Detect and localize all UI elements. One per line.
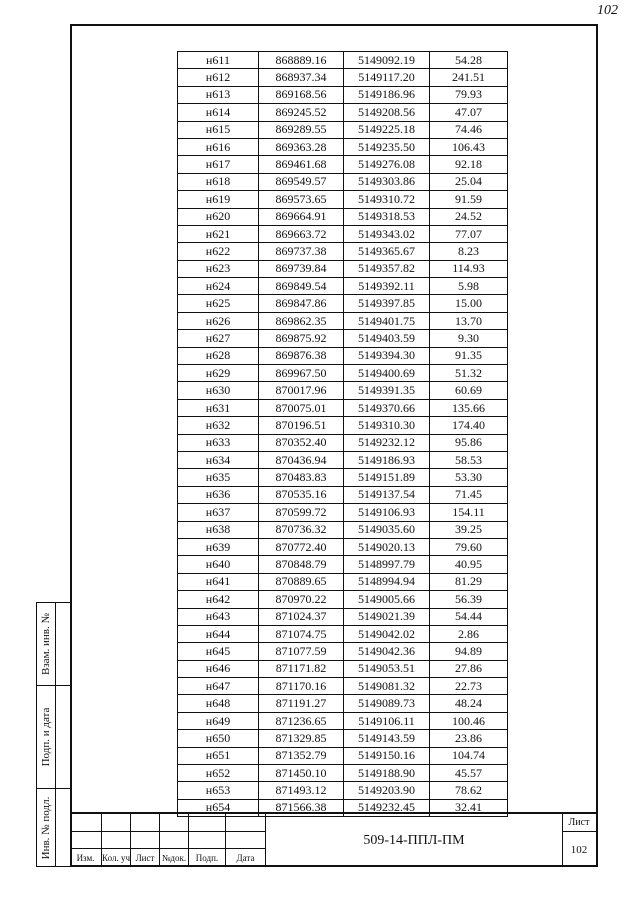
distance-cell: 32.41: [430, 799, 508, 816]
table-row: [178, 625, 508, 642]
header-data: Дата: [226, 849, 266, 867]
vzam-label-cell: [37, 603, 55, 686]
distance-cell: 5.98: [430, 278, 508, 295]
x-coord-cell: 871024.37: [259, 608, 344, 625]
distance-cell: 53.30: [430, 469, 508, 486]
podp-value-cell: [56, 686, 70, 789]
rev-cell: [131, 832, 160, 850]
distance-cell: 15.00: [430, 295, 508, 312]
table-row: [178, 556, 508, 573]
distance-cell: 9.30: [430, 330, 508, 347]
table-row: [178, 156, 508, 173]
table-row: [178, 121, 508, 138]
table-row: [178, 538, 508, 555]
point-id-cell: н626: [178, 312, 259, 329]
y-coord-cell: 5149400.69: [344, 365, 430, 382]
inv-label-cell: [37, 789, 55, 866]
point-id-cell: н623: [178, 260, 259, 277]
x-coord-cell: 869663.72: [259, 225, 344, 242]
table-row: [178, 347, 508, 364]
rev-cell: [102, 814, 131, 832]
x-coord-cell: 870889.65: [259, 573, 344, 590]
x-coord-cell: 869737.38: [259, 243, 344, 260]
table-row: [178, 225, 508, 242]
rev-cell: [226, 814, 266, 832]
distance-cell: 114.93: [430, 260, 508, 277]
y-coord-cell: 5148997.79: [344, 556, 430, 573]
y-coord-cell: 5149392.11: [344, 278, 430, 295]
left-strip-labels: [37, 603, 56, 866]
distance-cell: 92.18: [430, 156, 508, 173]
y-coord-cell: 5149397.85: [344, 295, 430, 312]
distance-cell: 91.35: [430, 347, 508, 364]
point-id-cell: н635: [178, 469, 259, 486]
revision-grid: [70, 814, 266, 867]
y-coord-cell: 5149106.93: [344, 504, 430, 521]
distance-cell: 71.45: [430, 486, 508, 503]
point-id-cell: н636: [178, 486, 259, 503]
point-id-cell: н614: [178, 104, 259, 121]
x-coord-cell: 871566.38: [259, 799, 344, 816]
distance-cell: 60.69: [430, 382, 508, 399]
point-id-cell: н647: [178, 678, 259, 695]
table-row: [178, 399, 508, 416]
x-coord-cell: 870483.83: [259, 469, 344, 486]
distance-cell: 24.52: [430, 208, 508, 225]
y-coord-cell: 5149365.67: [344, 243, 430, 260]
point-id-cell: н616: [178, 138, 259, 155]
rev-cell: [189, 832, 226, 850]
y-coord-cell: 5149310.30: [344, 417, 430, 434]
x-coord-cell: 869739.84: [259, 260, 344, 277]
x-coord-cell: 870352.40: [259, 434, 344, 451]
point-id-cell: н634: [178, 451, 259, 468]
x-coord-cell: 870848.79: [259, 556, 344, 573]
y-coord-cell: 5149225.18: [344, 121, 430, 138]
x-coord-cell: 870736.32: [259, 521, 344, 538]
table-row: [178, 643, 508, 660]
point-id-cell: н654: [178, 799, 259, 816]
x-coord-cell: 869289.55: [259, 121, 344, 138]
x-coord-cell: 870599.72: [259, 504, 344, 521]
y-coord-cell: 5149370.66: [344, 399, 430, 416]
distance-cell: 27.86: [430, 660, 508, 677]
y-coord-cell: 5149053.51: [344, 660, 430, 677]
distance-cell: 95.86: [430, 434, 508, 451]
distance-cell: 241.51: [430, 69, 508, 86]
table-row: [178, 591, 508, 608]
y-coord-cell: 5149106.11: [344, 712, 430, 729]
point-id-cell: н641: [178, 573, 259, 590]
point-id-cell: н631: [178, 399, 259, 416]
title-block: [70, 812, 598, 867]
point-id-cell: н637: [178, 504, 259, 521]
y-coord-cell: 5149357.82: [344, 260, 430, 277]
table-row: [178, 52, 508, 69]
x-coord-cell: 871493.12: [259, 782, 344, 799]
y-coord-cell: 5149343.02: [344, 225, 430, 242]
distance-cell: 154.11: [430, 504, 508, 521]
table-row: [178, 712, 508, 729]
point-id-cell: н652: [178, 765, 259, 782]
point-id-cell: н628: [178, 347, 259, 364]
table-row: [178, 417, 508, 434]
y-coord-cell: 5149092.19: [344, 52, 430, 69]
x-coord-cell: 869664.91: [259, 208, 344, 225]
y-coord-cell: 5149394.30: [344, 347, 430, 364]
y-coord-cell: 5149401.75: [344, 312, 430, 329]
x-coord-cell: 871077.59: [259, 643, 344, 660]
distance-cell: 45.57: [430, 765, 508, 782]
table-row: [178, 678, 508, 695]
rev-cell: [70, 832, 102, 850]
x-coord-cell: 869461.68: [259, 156, 344, 173]
podp-label-cell: [37, 686, 55, 789]
table-row: [178, 365, 508, 382]
distance-cell: 8.23: [430, 243, 508, 260]
distance-cell: 48.24: [430, 695, 508, 712]
y-coord-cell: 5149235.50: [344, 138, 430, 155]
table-row: [178, 330, 508, 347]
point-id-cell: н651: [178, 747, 259, 764]
y-coord-cell: 5148994.94: [344, 573, 430, 590]
distance-cell: 74.46: [430, 121, 508, 138]
table-row: [178, 573, 508, 590]
x-coord-cell: 870970.22: [259, 591, 344, 608]
left-strip-values: [56, 603, 70, 866]
x-coord-cell: 871171.82: [259, 660, 344, 677]
sheet-box: [562, 814, 596, 867]
y-coord-cell: 5149150.16: [344, 747, 430, 764]
point-id-cell: н621: [178, 225, 259, 242]
y-coord-cell: 5149186.96: [344, 86, 430, 103]
x-coord-cell: 870772.40: [259, 538, 344, 555]
distance-cell: 135.66: [430, 399, 508, 416]
point-id-cell: н648: [178, 695, 259, 712]
point-id-cell: н650: [178, 730, 259, 747]
x-coord-cell: 871236.65: [259, 712, 344, 729]
point-id-cell: н649: [178, 712, 259, 729]
distance-cell: 40.95: [430, 556, 508, 573]
y-coord-cell: 5149089.73: [344, 695, 430, 712]
rev-cell: [160, 832, 189, 850]
rev-cell: [70, 814, 102, 832]
rev-cell: [131, 814, 160, 832]
y-coord-cell: 5149137.54: [344, 486, 430, 503]
table-row: [178, 695, 508, 712]
table-row: [178, 469, 508, 486]
vzam-value-cell: [56, 603, 70, 686]
x-coord-cell: 869876.38: [259, 347, 344, 364]
point-id-cell: н629: [178, 365, 259, 382]
x-coord-cell: 868889.16: [259, 52, 344, 69]
table-row: [178, 278, 508, 295]
distance-cell: 2.86: [430, 625, 508, 642]
table-row: [178, 608, 508, 625]
point-id-cell: н640: [178, 556, 259, 573]
table-row: [178, 504, 508, 521]
sheet-label: Лист: [562, 814, 596, 832]
x-coord-cell: 869967.50: [259, 365, 344, 382]
x-coord-cell: 869849.54: [259, 278, 344, 295]
distance-cell: 39.25: [430, 521, 508, 538]
table-row: [178, 295, 508, 312]
distance-cell: 79.60: [430, 538, 508, 555]
table-row: [178, 173, 508, 190]
coordinates-table-body: [178, 52, 508, 817]
y-coord-cell: 5149276.08: [344, 156, 430, 173]
point-id-cell: н625: [178, 295, 259, 312]
y-coord-cell: 5149042.36: [344, 643, 430, 660]
point-id-cell: н639: [178, 538, 259, 555]
x-coord-cell: 871352.79: [259, 747, 344, 764]
rev-cell: [160, 814, 189, 832]
header-ndok: №док.: [160, 849, 189, 867]
table-row: [178, 208, 508, 225]
point-id-cell: н613: [178, 86, 259, 103]
sheet-number: 102: [570, 843, 588, 856]
point-id-cell: н624: [178, 278, 259, 295]
distance-cell: 58.53: [430, 451, 508, 468]
header-kol-uch: Кол. уч: [102, 849, 131, 867]
y-coord-cell: 5149117.20: [344, 69, 430, 86]
y-coord-cell: 5149021.39: [344, 608, 430, 625]
distance-cell: 100.46: [430, 712, 508, 729]
document-code: 509-14-ППЛ-ПМ: [266, 814, 563, 867]
x-coord-cell: 870075.01: [259, 399, 344, 416]
x-coord-cell: 869363.28: [259, 138, 344, 155]
point-id-cell: н646: [178, 660, 259, 677]
header-izm: Изм.: [70, 849, 102, 867]
x-coord-cell: 869168.56: [259, 86, 344, 103]
table-row: [178, 104, 508, 121]
table-row: [178, 660, 508, 677]
inv-value-cell: [56, 789, 70, 866]
point-id-cell: н620: [178, 208, 259, 225]
x-coord-cell: 869549.57: [259, 173, 344, 190]
y-coord-cell: 5149081.32: [344, 678, 430, 695]
table-row: [178, 730, 508, 747]
y-coord-cell: 5149391.35: [344, 382, 430, 399]
table-row: [178, 243, 508, 260]
point-id-cell: н617: [178, 156, 259, 173]
point-id-cell: н645: [178, 643, 259, 660]
table-row: [178, 260, 508, 277]
y-coord-cell: 5149005.66: [344, 591, 430, 608]
y-coord-cell: 5149188.90: [344, 765, 430, 782]
x-coord-cell: 870196.51: [259, 417, 344, 434]
distance-cell: 81.29: [430, 573, 508, 590]
y-coord-cell: 5149203.90: [344, 782, 430, 799]
header-list: Лист: [131, 849, 160, 867]
point-id-cell: н633: [178, 434, 259, 451]
point-id-cell: н627: [178, 330, 259, 347]
distance-cell: 13.70: [430, 312, 508, 329]
coordinates-table: [177, 51, 508, 817]
y-coord-cell: 5149208.56: [344, 104, 430, 121]
x-coord-cell: 870436.94: [259, 451, 344, 468]
inv-podl-label: Инв. № подл.: [40, 796, 52, 859]
table-row: [178, 86, 508, 103]
y-coord-cell: 5149020.13: [344, 538, 430, 555]
distance-cell: 77.07: [430, 225, 508, 242]
distance-cell: 54.28: [430, 52, 508, 69]
table-row: [178, 382, 508, 399]
point-id-cell: н638: [178, 521, 259, 538]
distance-cell: 104.74: [430, 747, 508, 764]
y-coord-cell: 5149232.12: [344, 434, 430, 451]
table-row: [178, 191, 508, 208]
distance-cell: 78.62: [430, 782, 508, 799]
distance-cell: 23.86: [430, 730, 508, 747]
x-coord-cell: 869847.86: [259, 295, 344, 312]
x-coord-cell: 871450.10: [259, 765, 344, 782]
distance-cell: 47.07: [430, 104, 508, 121]
y-coord-cell: 5149232.45: [344, 799, 430, 816]
handwritten-page-number: 102: [597, 3, 618, 18]
table-row: [178, 782, 508, 799]
distance-cell: 106.43: [430, 138, 508, 155]
x-coord-cell: 871074.75: [259, 625, 344, 642]
point-id-cell: н611: [178, 52, 259, 69]
point-id-cell: н643: [178, 608, 259, 625]
distance-cell: 79.93: [430, 86, 508, 103]
point-id-cell: н615: [178, 121, 259, 138]
distance-cell: 174.40: [430, 417, 508, 434]
point-id-cell: н642: [178, 591, 259, 608]
point-id-cell: н630: [178, 382, 259, 399]
table-row: [178, 312, 508, 329]
x-coord-cell: 870535.16: [259, 486, 344, 503]
table-row: [178, 434, 508, 451]
y-coord-cell: 5149042.02: [344, 625, 430, 642]
header-podp: Подп.: [189, 849, 226, 867]
y-coord-cell: 5149151.89: [344, 469, 430, 486]
table-row: [178, 451, 508, 468]
rev-cell: [102, 832, 131, 850]
y-coord-cell: 5149035.60: [344, 521, 430, 538]
x-coord-cell: 869245.52: [259, 104, 344, 121]
y-coord-cell: 5149303.86: [344, 173, 430, 190]
y-coord-cell: 5149310.72: [344, 191, 430, 208]
x-coord-cell: 871191.27: [259, 695, 344, 712]
x-coord-cell: 870017.96: [259, 382, 344, 399]
y-coord-cell: 5149403.59: [344, 330, 430, 347]
table-row: [178, 765, 508, 782]
x-coord-cell: 869573.65: [259, 191, 344, 208]
x-coord-cell: 868937.34: [259, 69, 344, 86]
distance-cell: 91.59: [430, 191, 508, 208]
table-row: [178, 486, 508, 503]
y-coord-cell: 5149143.59: [344, 730, 430, 747]
rev-cell: [226, 832, 266, 850]
vzam-label: Взам. инв. №: [40, 613, 52, 675]
x-coord-cell: 869862.35: [259, 312, 344, 329]
x-coord-cell: 871170.16: [259, 678, 344, 695]
distance-cell: 54.44: [430, 608, 508, 625]
point-id-cell: н618: [178, 173, 259, 190]
distance-cell: 94.89: [430, 643, 508, 660]
distance-cell: 25.04: [430, 173, 508, 190]
point-id-cell: н612: [178, 69, 259, 86]
point-id-cell: н622: [178, 243, 259, 260]
y-coord-cell: 5149186.93: [344, 451, 430, 468]
table-row: [178, 521, 508, 538]
distance-cell: 22.73: [430, 678, 508, 695]
point-id-cell: н644: [178, 625, 259, 642]
x-coord-cell: 871329.85: [259, 730, 344, 747]
point-id-cell: н653: [178, 782, 259, 799]
table-row: [178, 69, 508, 86]
y-coord-cell: 5149318.53: [344, 208, 430, 225]
x-coord-cell: 869875.92: [259, 330, 344, 347]
left-margin-strip: [36, 602, 70, 867]
point-id-cell: н619: [178, 191, 259, 208]
table-row: [178, 138, 508, 155]
point-id-cell: н632: [178, 417, 259, 434]
table-row: [178, 747, 508, 764]
rev-cell: [189, 814, 226, 832]
podp-data-label: Подп. и дата: [40, 707, 52, 767]
distance-cell: 51.32: [430, 365, 508, 382]
distance-cell: 56.39: [430, 591, 508, 608]
